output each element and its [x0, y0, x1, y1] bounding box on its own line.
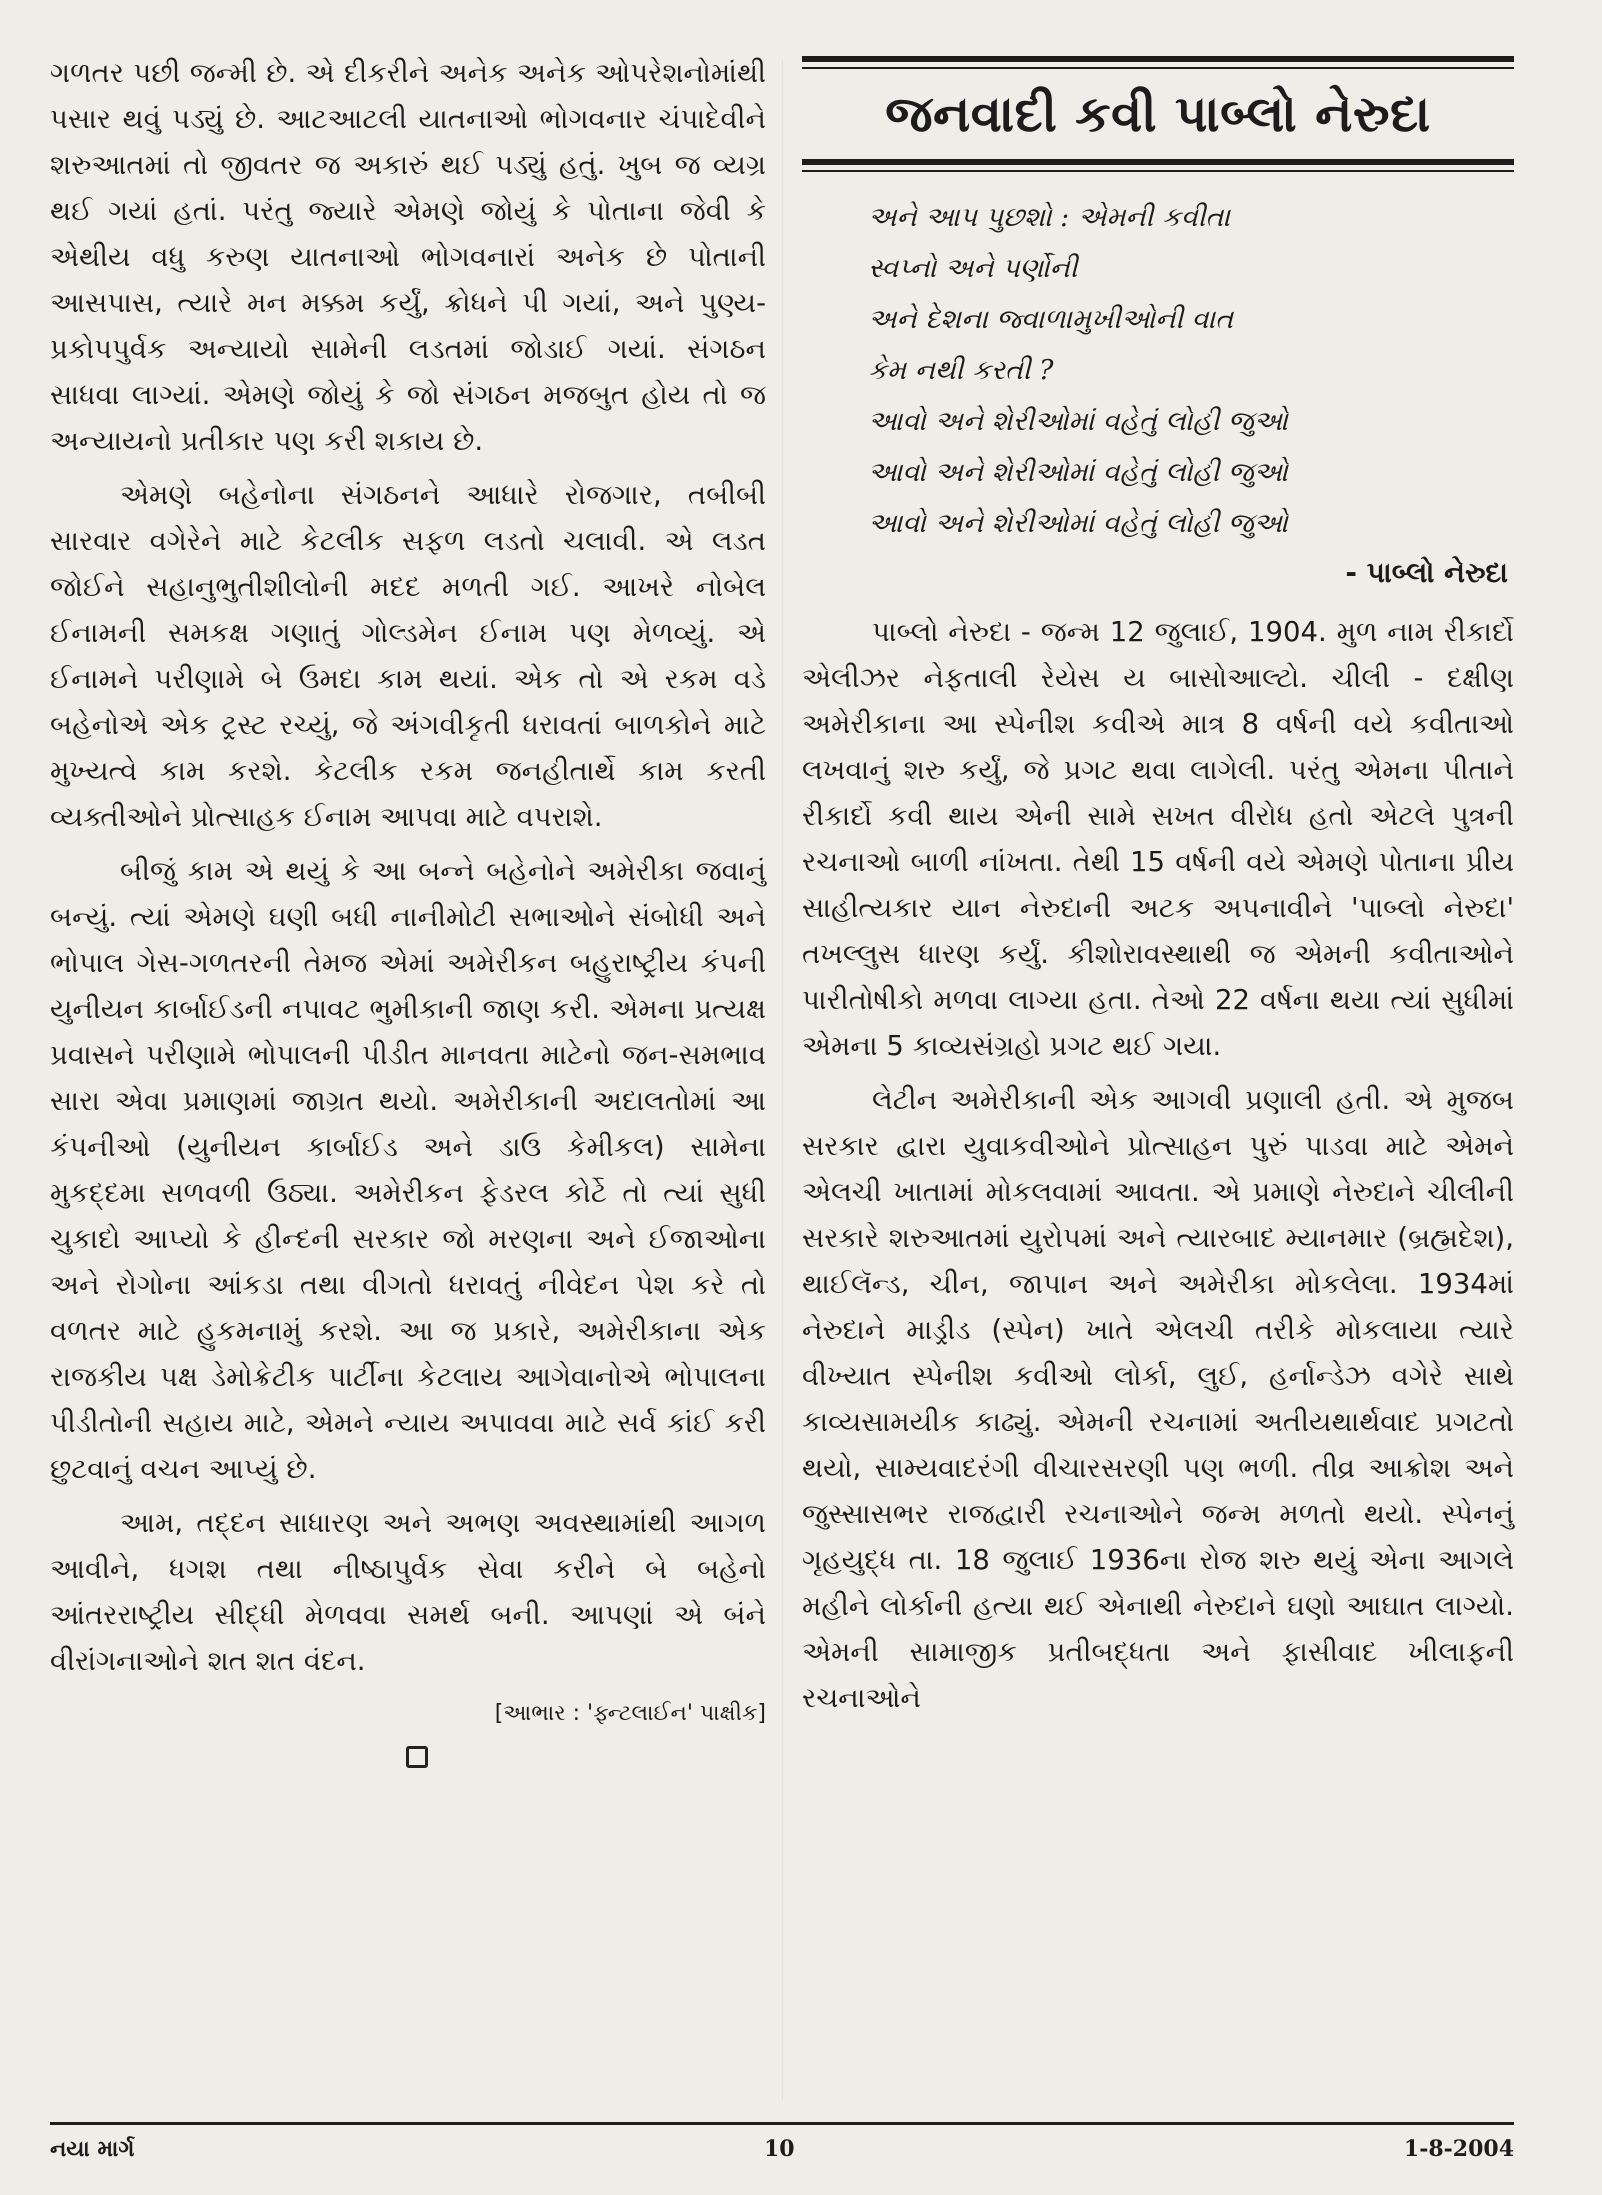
poem-author: - પાબ્લો નેરુદા: [1345, 556, 1508, 589]
article-header: [802, 56, 1514, 172]
poem-block: [868, 192, 1514, 549]
publication-name: નયા માર્ગ: [50, 2136, 135, 2162]
article-title: જનવાદી કવી પાબ્લો નેરુદા: [885, 85, 1431, 143]
page-number: 10: [764, 2136, 795, 2162]
article-paragraph: આમ, તદ્દન સાધારણ અને અભણ અવસ્થામાંથી આગળ આવીને, ધગશ તથા નીષ્ઠાપુર્વક સેવા કરીને બે બહેનો આંતરરાષ્ટ્રીય સીદ્ધી મેળવવા સમર્થ બની. આપણાં એ બંને વીરાંગનાઓને શત શત વંદન.: [50, 1507, 766, 1677]
poem-line: અને આપ પુછશો : એમની કવીતા: [868, 202, 1230, 233]
title-rule-bottom-thin: [802, 170, 1514, 172]
article-paragraph: એમણે બહેનોના સંગઠનને આધારે રોજગાર, તબીબી સારવાર વગેરેને માટે કેટલીક સફળ લડતો ચલાવી. એ લડત જોઈને સહાનુભુતીશીલોની મદદ મળતી ગઈ. આખરે નોબેલ ઈનામની સમકક્ષ ગણાતું ગોલ્ડમેન ઈનામ પણ મેળવ્યું. એ ઈનામને પરીણામે બે ઉમદા કામ થયાં. એક તો એ રકમ વડે બહેનોએ એક ટ્રસ્ટ રચ્યું, જે અંગવીકૃતી ધરાવતાં બાળકોને માટે મુખ્યત્વે કામ કરશે. કેટલીક રકમ જનહીતાર્થે કામ કરતી વ્યક્તીઓને પ્રોત્સાહક ઈનામ આપવા માટે વપરાશે.: [50, 479, 766, 833]
article-paragraph: લેટીન અમેરીકાની એક આગવી પ્રણાલી હતી. એ મુજબ સરકાર દ્વારા યુવાકવીઓને પ્રોત્સાહન પુરું પાડવા માટે એમને એલચી ખાતામાં મોકલવામાં આવતા. એ પ્રમાણે નેરુદાને ચીલીની સરકારે શરુઆતમાં યુરોપમાં અને ત્યારબાદ મ્યાનમાર (બ્રહ્મદેશ), થાઈલૅન્ડ, ચીન, જાપાન અને અમેરીકા મોકલેલા. 1934માં નેરુદાને માડ્રીડ (સ્પેન) ખાતે એલચી તરીકે મોકલાયા ત્યારે વીખ્યાત સ્પેનીશ કવીઓ લોર્કા, લુઈ, હર્નાન્ડેઝ વગેરે સાથે કાવ્યસામયીક કાઢ્યું. એમની રચનામાં અતીયથાર્થવાદ પ્રગટતો થયો, સામ્યવાદરંગી વીચારસરણી પણ ભળી. તીવ્ર આક્રોશ અને જુસ્સાસભર રાજદ્વારી રચનાઓને જન્મ મળતો થયો. સ્પેનનું ગૃહયુદ્ધ તા. 18 જુલાઈ 1936ના રોજ શરુ થયું એના આગલે મહીને લોર્કાની હત્યા થઈ એનાથી નેરુદાને ઘણો આઘાત લાગ્યો. એમની સામાજીક પ્રતીબદ્ધતા અને ફાસીવાદ ખીલાફની રચનાઓને: [802, 1084, 1514, 1714]
poem-line: આવો અને શેરીઓમાં વહેતું લોહી જુઓ: [868, 406, 1288, 437]
poem-line: આવો અને શેરીઓમાં વહેતું લોહી જુઓ: [868, 457, 1288, 488]
article-paragraph: બીજું કામ એ થયું કે આ બન્ને બહેનોને અમેરીકા જવાનું બન્યું. ત્યાં એમણે ઘણી બધી નાનીમોટી સભાઓને સંબોધી અને ભોપાલ ગેસ-ગળતરની તેમજ એમાં અમેરીકન બહુરાષ્ટ્રીય કંપની યુનીયન કાર્બાઈડની નપાવટ ભુમીકાની જાણ કરી. એમના પ્રત્યક્ષ પ્રવાસને પરીણામે ભોપાલની પીડીત માનવતા માટેનો જન-સમભાવ સારા એવા પ્રમાણમાં જાગ્રત થયો. અમેરીકાની અદાલતોમાં આ કંપનીઓ (યુનીયન કાર્બાઈડ અને ડાઉ કેમીકલ) સામેના મુકદ્દમા સળવળી ઉઠ્યા. અમેરીકન ફેડરલ કોર્ટે તો ત્યાં સુધી ચુકાદો આપ્યો કે હીન્દની સરકાર જો મરણના અને ઈજાઓના અને રોગોના આંકડા તથા વીગતો ધરાવતું નીવેદન પેશ કરે તો વળતર માટે હુકમનામું કરશે. આ જ પ્રકારે, અમેરીકાના એક રાજકીય પક્ષ ડેમોક્રેટીક પાર્ટીના કેટલાય આગેવાનોએ ભોપાલના પીડીતોની સહાય માટે, એમને ન્યાય અપાવવા માટે સર્વ કાંઈ કરી છુટવાનું વચન આપ્યું છે.: [50, 855, 766, 1485]
poem-line: કેમ નથી કરતી ?: [868, 355, 1054, 386]
article-credit: [આભાર : 'ફ્ન્ટલાઈન' પાક્ષીક]: [494, 1701, 766, 1726]
left-column: [50, 50, 766, 1768]
footer-rule: [50, 2122, 1514, 2125]
column-gutter: [782, 60, 783, 2100]
title-rule-top: [802, 56, 1514, 62]
poem-line: આવો અને શેરીઓમાં વહેતું લોહી જુઓ: [868, 508, 1288, 539]
right-column: [802, 50, 1514, 1721]
page-footer: [50, 2132, 1514, 2172]
end-of-article-box-icon: [406, 1746, 428, 1768]
issue-date: 1-8-2004: [1403, 2136, 1514, 2162]
article-paragraph: પાબ્લો નેરુદા - જન્મ 12 જુલાઈ, 1904. મુળ નામ રીકાર્દો એલીઝર નેફતાલી રેયેસ ય બાસોઆલ્ટો. ચીલી - દક્ષીણ અમેરીકાના આ સ્પેનીશ કવીએ માત્ર 8 વર્ષની વયે કવીતાઓ લખવાનું શરુ કર્યું, જે પ્રગટ થવા લાગેલી. પરંતુ એમના પીતાને રીકાર્દો કવી થાય એની સામે સખત વીરોધ હતો એટલે પુત્રની રચનાઓ બાળી નાંખતા. તેથી 15 વર્ષની વયે એમણે પોતાના પ્રીય સાહીત્યકાર યાન નેરુદાની અટક અપનાવીને 'પાબ્લો નેરુદા' તખલ્લુસ ધારણ કર્યું. કીશોરાવસ્થાથી જ એમની કવીતાઓને પારીતોષીકો મળવા લાગ્યા હતા. તેઓ 22 વર્ષના થયા ત્યાં સુધીમાં એમના 5 કાવ્યસંગ્રહો પ્રગટ થઈ ગયા.: [802, 616, 1514, 1062]
poem-line: સ્વપ્નો અને પર્ણોની: [868, 253, 1078, 284]
title-rule-bottom: [802, 159, 1514, 165]
poem-line: અને દેશના જ્વાળામુખીઓની વાત: [868, 304, 1234, 335]
article-paragraph: ગળતર પછી જન્મી છે. એ દીકરીને અનેક અનેક ઓપરેશનોમાંથી પસાર થવું પડ્યું છે. આટઆટલી યાતનાઓ ભોગવનાર ચંપાદેવીને શરુઆતમાં તો જીવતર જ અકારું થઈ પડ્યું હતું. ખુબ જ વ્યગ્ર થઈ ગયાં હતાં. પરંતુ જ્યારે એમણે જોયું કે પોતાના જેવી કે એથીય વધુ કરુણ યાતનાઓ ભોગવનારાં અનેક છે પોતાની આસપાસ, ત્યારે મન મક્કમ કર્યું, ક્રોધને પી ગયાં, અને પુણ્ય-પ્રકોપપુર્વક અન્યાયો સામેની લડતમાં જોડાઈ ગયાં. સંગઠન સાધવા લાગ્યાં. એમણે જોયું કે જો સંગઠન મજબુત હોય તો જ અન્યાયનો પ્રતીકાર પણ કરી શકાય છે.: [50, 57, 766, 457]
